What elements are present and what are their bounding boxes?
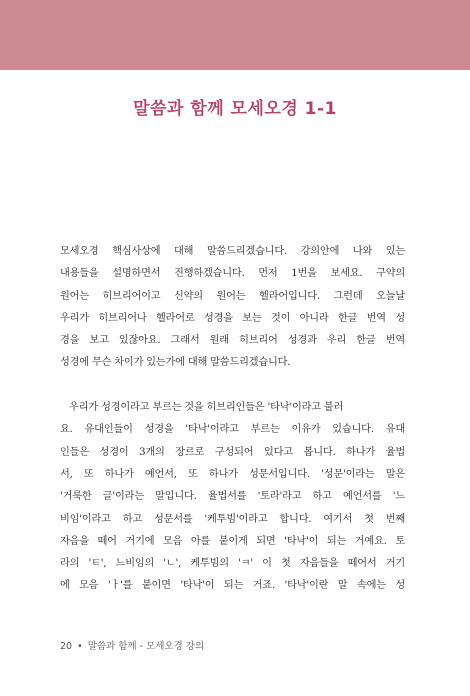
paragraph-2-line-9: 에 모음 'ㅏ'를 붙이면 '타낙'이 되는 거죠. '타낙'이란 말 속에는 성 (60, 580, 405, 592)
paragraph-2-line-7: 자음을 떼어 거기에 모음 아를 붙이게 되면 '타낙'이 되는 거예요. 토 (60, 535, 405, 547)
header-band (0, 0, 470, 70)
paragraph-1-line-6: 성경에 무슨 차이가 있는가에 대해 말씀드리겠습니다. (60, 357, 291, 369)
paragraph-1-line-4: 우리가 히브리어나 헬라어로 성경을 보는 것이 아니라 한글 번역 성 (60, 312, 405, 324)
paragraph-1-line-5: 경을 보고 있잖아요. 그래서 원래 히브리어 성경과 우리 한글 번역 (60, 335, 405, 347)
chapter-title: 말씀과 함께 모세오경 1-1 (133, 99, 337, 119)
paragraph-2-line-5: '거룩한 글'이라는 말입니다. 율법서를 '토라'라고 하고 예언서를 '느 (60, 491, 405, 503)
footer-separator: • (77, 641, 83, 652)
paragraph-2-line-3: 인들은 성경이 3개의 장르로 구성되어 있다고 봅니다. 하나가 율법 (60, 446, 405, 458)
paragraph-2-line-6: 비임'이라고 하고 성문서를 '케투빔'이라고 합니다. 여기서 첫 번째 (60, 513, 405, 525)
paragraph-1-line-2: 내용들을 설명하면서 진행하겠습니다. 먼저 1번을 보세요. 구약의 (60, 268, 405, 280)
body-text (60, 241, 405, 598)
paragraph-2-line-4: 서, 또 하나가 예언서, 또 하나가 성문서입니다. '성문'이라는 말은 (60, 468, 405, 480)
page-footer (60, 638, 204, 652)
paragraph-gap (60, 375, 405, 397)
paragraph-1-line-1: 모세오경 핵심사상에 대해 말씀드리겠습니다. 강의안에 나와 있는 (60, 246, 405, 257)
page-number: 20 (60, 641, 73, 652)
paragraph-1-line-3: 원어는 히브리어이고 신약의 원어는 헬라어입니다. 그런데 오늘날 (60, 290, 405, 302)
paragraph-2-line-1: 우리가 성경이라고 부르는 것을 히브리인들은 '타낙'이라고 불러 (60, 402, 344, 414)
running-title: 말씀과 함께 - 모세오경 강의 (87, 641, 205, 652)
paragraph-2-line-2: 요. 유대인들이 성경을 '타낙'이라고 부르는 이유가 있습니다. 유대 (60, 424, 405, 436)
paragraph-2-line-8: 라의 'ㅌ', 느비임의 'ㄴ', 케투빔의 'ㅋ' 이 첫 자음들을 떼어서 거기 (60, 558, 405, 570)
